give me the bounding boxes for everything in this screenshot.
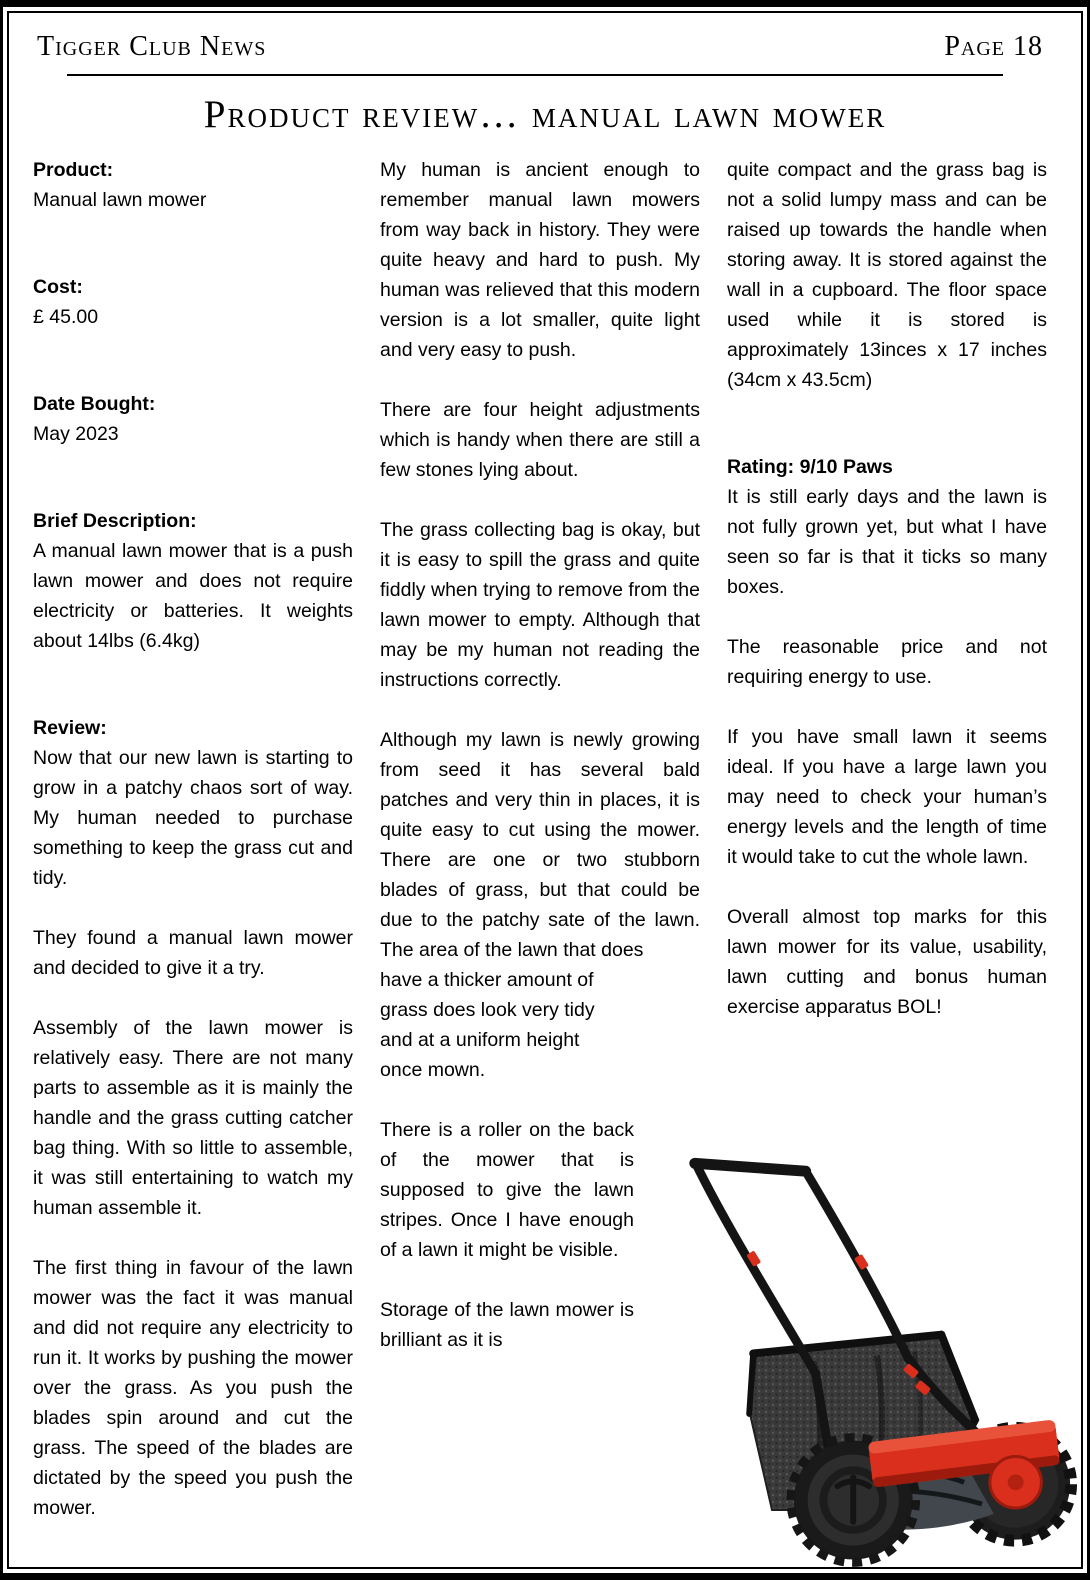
review-paragraph: My human is ancient enough to remember manual lawn mowers from way back in history. They were quite heavy and hard to push. My human was relieved that this modern version is a lot smaller, quite light and very easy to push. [380,159,700,361]
review-paragraph: quite compact and the grass bag is not a solid lumpy mass and can be raised up towards the handle when storing away. It is stored against the wall in a cupboard. The floor space used while it is stored is approximately 13inces x 17 inches (34cm x 43.5cm) [727,159,1047,391]
cost-field [33,272,353,332]
rear-wheel-cap [1008,1474,1024,1490]
brief-description-field [33,506,353,656]
rating-label: Rating: 9/10 Paws [727,456,893,478]
newsletter-title: Tigger Club News [37,31,267,62]
review-paragraph: Overall almost top marks for this lawn mower for its value, usability, lawn cutting and bonus human exercise apparatus BOL! [727,906,1047,1018]
review-paragraph: It is still early days and the lawn is not fully grown yet, but what I have seen so far is that it ticks so many boxes. [727,486,1047,598]
review-paragraph: If you have small lawn it seems ideal. If you have a large lawn you may need to check your human’s energy levels and the length of time it would take to cut the whole lawn. [727,726,1047,868]
masthead [9,13,1081,63]
lawn-mower-photo [667,1125,1083,1569]
product-label: Product: [33,159,114,181]
review-paragraph: The reasonable price and not requiring energy to use. [727,636,1047,688]
product-field [33,155,353,215]
brief-description-label: Brief Description: [33,510,197,532]
page-number: Page 18 [944,31,1043,62]
review-paragraph: Storage of the lawn mower is brilliant as it is [380,1299,634,1351]
date-bought-value: May 2023 [33,423,119,445]
review-paragraph: Although my lawn is newly growing from seed it has several bald patches and very thin in places, it is quite easy to cut using the mower. There are one or two stubborn blades of grass, but that could be due to the patchy sate of the lawn. The area of the lawn that does [380,729,700,961]
brief-description-text: A manual lawn mower that is a push lawn mower and does not require electricity or batteries. It weights about 14lbs (6.4kg) [33,540,353,652]
cost-value: £ 45.00 [33,306,99,328]
article-title: Product review… manual lawn mower [203,93,887,136]
column-2 [380,155,700,1561]
column-1 [33,155,353,1561]
review-label: Review: [33,717,107,739]
review-paragraph: There are four height adjustments which is handy when there are still a few stones lying about. [380,399,700,481]
review-paragraph: Now that our new lawn is starting to grow in a patchy chaos sort of way. My human needed to purchase something to keep the grass cut and tidy. [33,747,353,889]
review-paragraph: There is a roller on the back of the mower that is supposed to give the lawn stripes. Once I have enough of a lawn it might be visible. [380,1119,634,1261]
review-paragraph-wrapped: have a thicker amount of grass does look very tidy and at a uniform height once mown. [380,969,595,1081]
cost-label: Cost: [33,276,83,298]
date-bought-field [33,389,353,449]
header-divider [67,74,1003,76]
review-paragraph: Assembly of the lawn mower is relatively easy. There are not many parts to assemble as it is mainly the handle and the grass cutting catcher bag thing. With so little to assemble, it was still entertaining to watch my human assemble it. [33,1017,353,1219]
review-paragraph: They found a manual lawn mower and decided to give it a try. [33,927,353,979]
review-paragraph: The first thing in favour of the lawn mower was the fact it was manual and did not require any electricity to run it. It works by pushing the mower over the grass. As you push the blades spin around and cut the grass. The speed of the blades are dictated by the speed you push the mower. [33,1257,353,1519]
product-value: Manual lawn mower [33,189,207,211]
page-inner-border [7,11,1083,1569]
review-paragraph: The grass collecting bag is okay, but it is easy to spill the grass and quite fiddly when trying to remove from the lawn mower to empty. Although that may be my human not reading the instructions correctly. [380,519,700,691]
date-bought-label: Date Bought: [33,393,156,415]
